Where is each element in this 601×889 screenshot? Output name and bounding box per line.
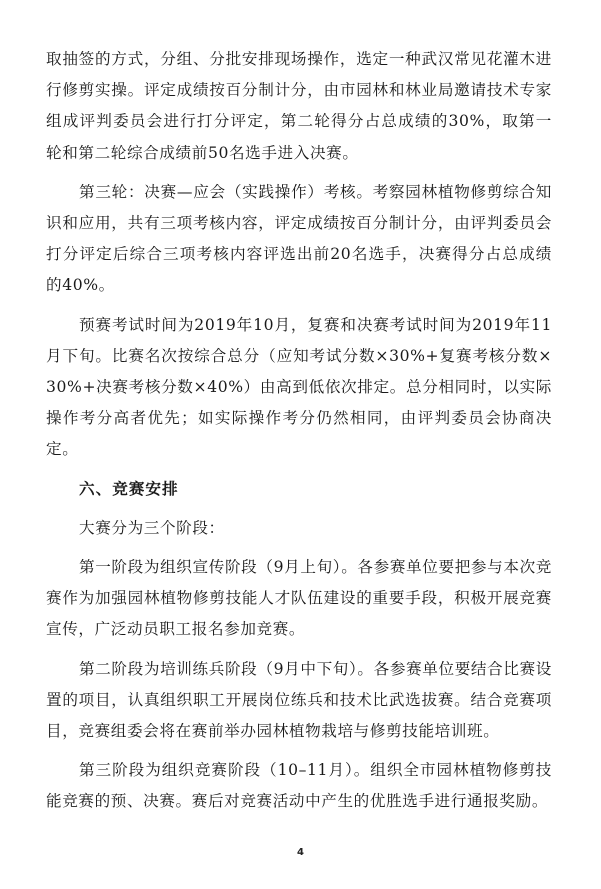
paragraph-stage-three: 第三阶段为组织竞赛阶段（10–11月）。组织全市园林植物修剪技能竞赛的预、决赛。赛后对竞赛活动中产生的优胜选手进行通报奖励。 <box>46 761 552 811</box>
body-text <box>46 44 552 826</box>
section-heading: 六、竞赛安排 <box>79 479 179 498</box>
page-number: 4 <box>297 847 304 858</box>
paragraph-round-three: 第三轮：决赛—应会（实践操作）考核。考察园林植物修剪综合知识和应用，共有三项考核内容，评定成绩按百分制计分，由评判委员会打分评定后综合三项考核内容评选出前20名选手，决赛得分占总成绩的40%。 <box>46 182 552 295</box>
paragraph-stage-two: 第二阶段为培训练兵阶段（9月中下旬）。各参赛单位要结合比赛设置的项目，认真组织职工开展岗位练兵和技术比武选拔赛。结合竞赛项目，竞赛组委会将在赛前举办园林植物栽培与修剪技能培训班。 <box>46 659 552 741</box>
paragraph-stages-intro: 大赛分为三个阶段： <box>79 518 225 537</box>
paragraph-stage-one: 第一阶段为组织宣传阶段（9月上旬）。各参赛单位要把参与本次竞赛作为加强园林植物修剪技能人才队伍建设的重要手段，积极开展竞赛宣传，广泛动员职工报名参加竞赛。 <box>46 558 552 639</box>
paragraph-schedule-ranking: 预赛考试时间为2019年10月，复赛和决赛考试时间为2019年11月下旬。比赛名次按综合总分（应知考试分数×30%+复赛考核分数×30%+决赛考核分数×40%）由高到低依次排定。总分相同时，以实际操作考分高者优先；如实际操作考分仍然相同，由评判委员会协商决定。 <box>46 315 552 459</box>
paragraph-scoring-round-two: 取抽签的方式，分组、分批安排现场操作，选定一种武汉常见花灌木进行修剪实操。评定成绩按百分制计分，由市园林和林业局邀请技术专家组成评判委员会进行打分评定，第二轮得分占总成绩的30%，取第一轮和第二轮综合成绩前50名选手进入决赛。 <box>46 50 552 162</box>
